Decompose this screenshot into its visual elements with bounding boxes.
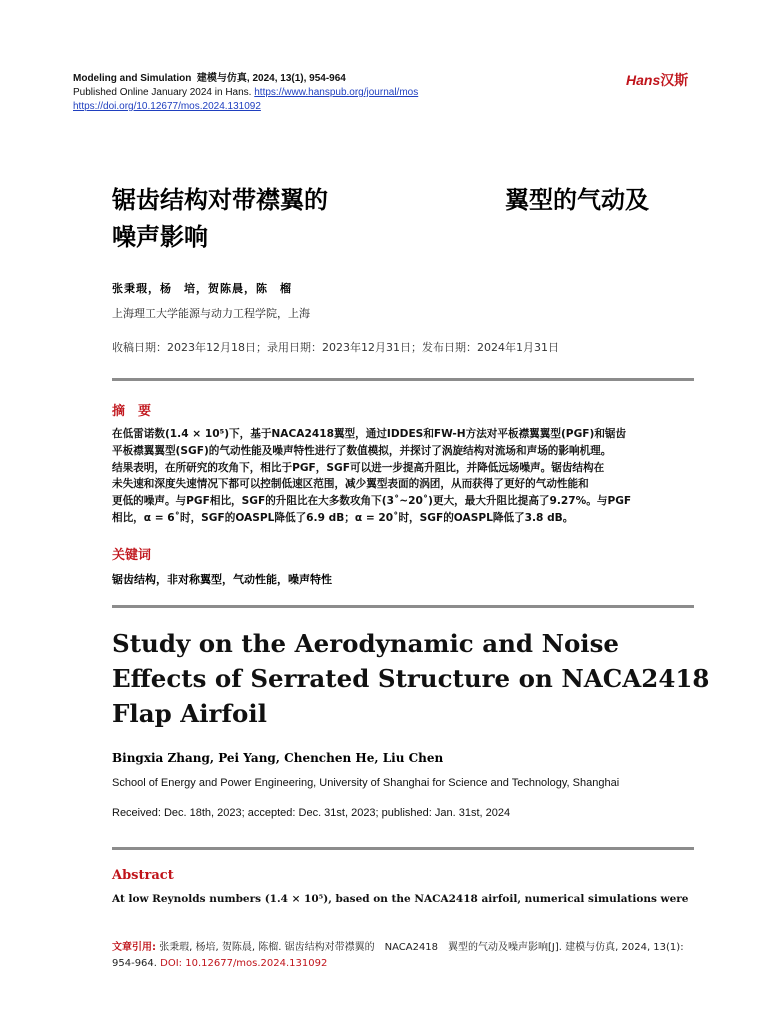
cn-title-line1-right: 翼型的气动及 (505, 186, 649, 214)
cn-title-line2: 噪声影响 (112, 223, 208, 251)
dates-cn: 收稿日期：2023年12月18日；录用日期：2023年12月31日；发布日期：2024年1月31日 (112, 341, 559, 354)
en-authors: Bingxia Zhang, Pei Yang, Chenchen He, Liu Chen (112, 751, 444, 765)
en-affiliation: School of Energy and Power Engineering, University of Shanghai for Science and Technology, Shanghai (112, 777, 620, 789)
citation-text: 张秉瑕, 杨培, 贺陈晨, 陈榴. 锯齿结构对带襟翼的 NACA2418 翼型的气动及噪声影响[J]. 建模与仿真, 2024, 13(1): 954-964. (112, 942, 684, 969)
journal-name: Modeling and Simulation (73, 73, 192, 84)
journal-issue: 建模与仿真, 2024, 13(1), 954-964 (196, 73, 346, 84)
abstract-cn-line: 更低的噪声。与PGF相比，SGF的升阻比在大多数攻角下(3˚~20˚)更大，最大升阻比提高了9.27%。与PGF (112, 495, 632, 508)
en-title: Study on the Aerodynamic and Noise Effects of Serrated Structure on NACA2418 Flap Airfoil (112, 629, 710, 728)
keywords-cn: 锯齿结构，非对称翼型，气动性能，噪声特性 (112, 573, 332, 586)
doi-url-link[interactable]: https://doi.org/10.12677/mos.2024.131092 (73, 101, 261, 112)
abstract-cn-line: 相比，α = 6˚时，SGF的OASPL降低了6.9 dB；α = 20˚时，SGF的OASPL降低了3.8 dB。 (112, 511, 574, 524)
citation-doi[interactable]: DOI: 10.12677/mos.2024.131092 (160, 958, 328, 969)
hans-logo (626, 70, 688, 90)
keywords-cn-heading: 关键词 (112, 548, 152, 563)
divider (112, 605, 694, 608)
affiliation-cn: 上海理工大学能源与动力工程学院，上海 (112, 307, 310, 320)
citation-label: 文章引用: (112, 942, 156, 953)
divider (112, 847, 694, 850)
abstract-cn-line: 结果表明，在所研究的攻角下，相比于PGF，SGF可以进一步提高升阻比，并降低远场噪声。锯齿结构在 (112, 461, 605, 474)
logo-cn: 汉斯 (660, 72, 689, 88)
divider (112, 378, 694, 381)
journal-url-link[interactable]: https://www.hanspub.org/journal/mos (254, 87, 419, 98)
citation (112, 940, 702, 972)
doi-line (73, 100, 261, 114)
abstract-cn-heading: 摘 要 (112, 404, 152, 419)
abstract-cn-line: 平板襟翼翼型(SGF)的气动性能及噪声特性进行了数值模拟，并探讨了涡旋结构对流场和声场的影响机理。 (112, 444, 612, 457)
cn-title-line1-left: 锯齿结构对带襟翼的 (112, 186, 328, 214)
abstract-en-line: At low Reynolds numbers (1.4 × 10⁵), based on the NACA2418 airfoil, numerical simulations were (112, 893, 689, 905)
abstract-cn (112, 426, 697, 527)
journal-header (73, 72, 346, 86)
en-dates: Received: Dec. 18th, 2023; accepted: Dec. 31st, 2023; published: Jan. 31st, 2024 (112, 807, 511, 819)
logo-hans: Hans (626, 72, 661, 88)
abstract-cn-line: 未失速和深度失速情况下都可以控制低速区范围，减少翼型表面的涡团，从而获得了更好的气动性能和 (112, 478, 589, 491)
publish-line (73, 86, 418, 100)
published-text: Published Online January 2024 in Hans. (73, 87, 252, 98)
abstract-en-heading: Abstract (112, 868, 174, 883)
authors-cn: 张秉瑕，杨 培，贺陈晨，陈 榴 (112, 282, 292, 295)
abstract-cn-line: 在低雷诺数(1.4 × 10⁵)下，基于NACA2418翼型，通过IDDES和FW-H方法对平板襟翼翼型(PGF)和锯齿 (112, 428, 627, 440)
